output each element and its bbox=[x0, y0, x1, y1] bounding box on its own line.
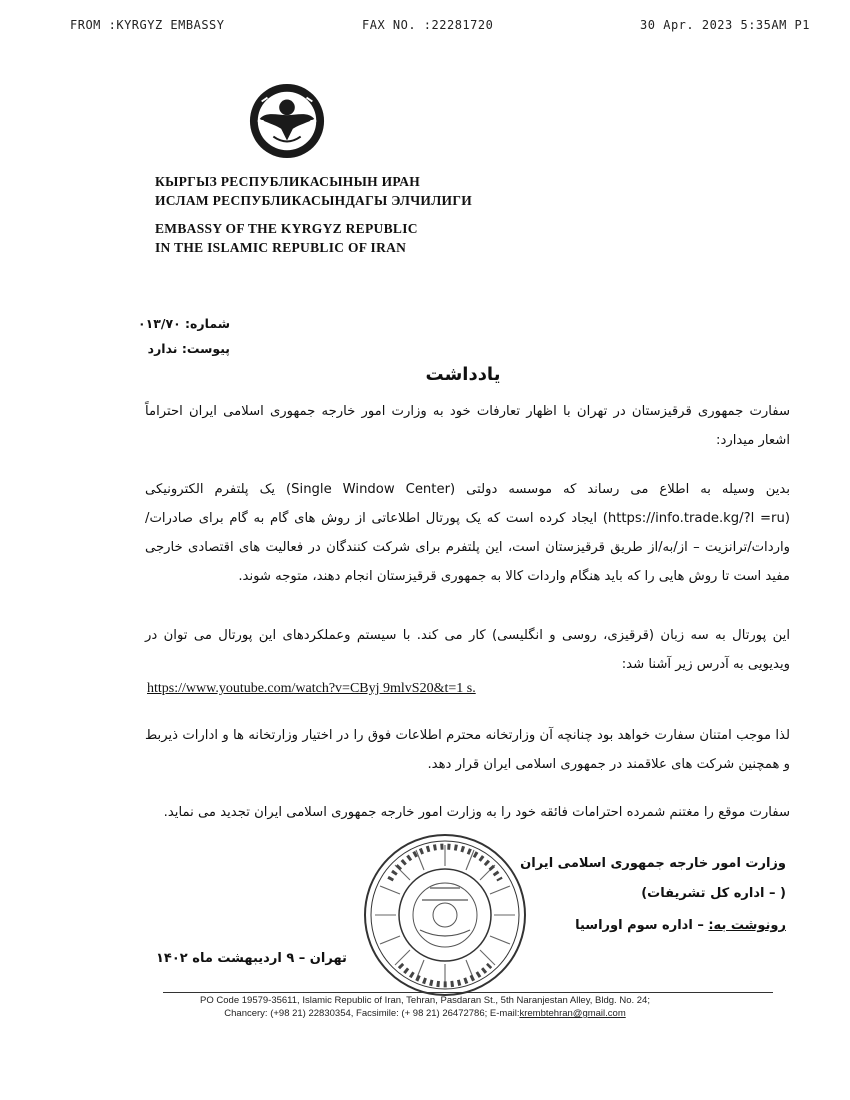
footer-divider bbox=[163, 992, 773, 993]
date-line: تهران – ۹ اردیبهشت ماه ۱۴۰۲ bbox=[156, 951, 347, 966]
paragraph-closing: سفارت موقع را مغتنم شمرده احترامات فائقه خود را به وزارت امور خارجه جمهوری اسلامی ایران تجدید می نماید. bbox=[163, 805, 790, 820]
fax-number: FAX NO. :22281720 bbox=[362, 18, 494, 32]
attachment-note: پیوست: ندارد bbox=[147, 341, 230, 356]
footer-email[interactable]: krembtehran@gmail.com bbox=[519, 1008, 626, 1019]
embassy-seal-icon bbox=[360, 830, 530, 1000]
document-title: یادداشت bbox=[425, 364, 501, 385]
header-en-line2: IN THE ISLAMIC REPUBLIC OF IRAN bbox=[155, 240, 407, 255]
fax-from: FROM :KYRGYZ EMBASSY bbox=[70, 18, 225, 32]
copy-to-label: رونوشت به: bbox=[708, 918, 786, 933]
footer-phone-fax: Chancery: (+98 21) 22830354, Facsimile: (+ 98 21) 26472786; E-mail: bbox=[224, 1008, 520, 1019]
recipient-line2: ( – اداره کل تشریفات) bbox=[641, 886, 786, 901]
paragraph-languages: این پورتال به سه زبان (قرقیزی، روسی و انگلیسی) کار می کند. با سیستم وعملکردهای این پورتال می توان در ویدیویی به آدرس زیر آشنا شد: bbox=[145, 628, 790, 672]
header-ky-line1: КЫРГЫЗ РЕСПУБЛИКАСЫНЫН ИРАН bbox=[155, 174, 421, 189]
header-ky-line2: ИСЛАМ РЕСПУБЛИКАСЫНДАГЫ ЭЛЧИЛИГИ bbox=[155, 193, 473, 208]
recipient-line1: وزارت امور خارجه جمهوری اسلامی ایران bbox=[520, 856, 786, 871]
footer-contacts bbox=[0, 1008, 850, 1019]
paragraph-portal: بدین وسیله به اطلاع می رساند که موسسه دولتی (Single Window Center) یک پلتفرم الکترونیکی (https://info.trade.kg/?l =ru) ایجاد کرده است که یک پورتال اطلاعاتی از روش های گام به گام برای صادرات/واردات/ترانزیت – از/به/از طریق قرقیزستان است، این پلتفرم برای شرکت کنندگان در فعالیت های اقتصادی خارجی مفید است تا روش هایی را که باید هنگام واردات کالا به جمهوری قرقیزستان انجام دهند، متوجه شوند. bbox=[145, 482, 791, 584]
kyrgyz-emblem-icon bbox=[248, 82, 326, 160]
footer-address: PO Code 19579-35611, Islamic Republic of Iran, Tehran, Pasdaran St., 5th Naranjestan Alley, Bldg. No. 24; bbox=[200, 995, 650, 1006]
paragraph-request: لذا موجب امتنان سفارت خواهد بود چنانچه آن وزارتخانه محترم اطلاعات فوق را در اختیار وزارتخانه ها و ادارات ذیربط و همچنین شرکت های علاقمند در جمهوری اسلامی ایران قرار دهد. bbox=[145, 728, 790, 772]
copy-to-value: – اداره سوم اوراسیا bbox=[575, 918, 709, 933]
intro-paragraph: سفارت جمهوری قرقیزستان در تهران با اظهار تعارفات خود به وزارت امور خارجه جمهوری اسلامی ایران احتراماً اشعار میدارد: bbox=[145, 404, 790, 448]
copy-to bbox=[575, 918, 786, 933]
youtube-link[interactable]: https://www.youtube.com/watch?v=CByj 9mlvS20&t=1 s. bbox=[147, 681, 476, 696]
fax-date-time: 30 Apr. 2023 5:35AM P1 bbox=[640, 18, 810, 32]
header-en-line1: EMBASSY OF THE KYRGYZ REPUBLIC bbox=[155, 221, 418, 236]
reference-number: شماره: ۰۱۳/۷۰ bbox=[137, 316, 230, 331]
